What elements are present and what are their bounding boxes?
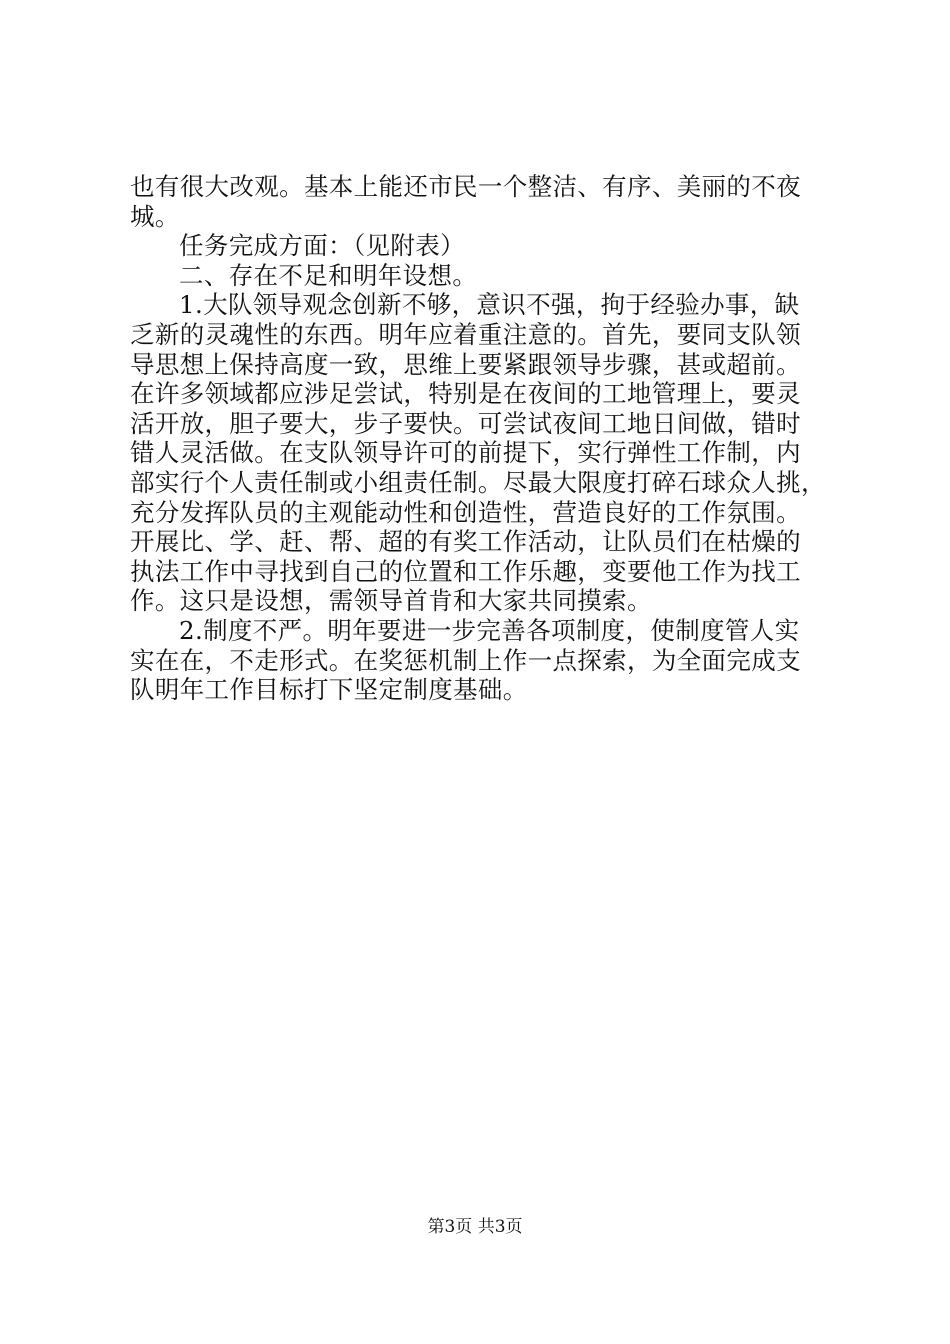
text-line: 导思想上保持高度一致，思维上要紧跟领导步骤，甚或超前。 <box>130 349 801 379</box>
text-line: 活开放，胆子要大，步子要快。可尝试夜间工地日间做，错时 <box>130 408 801 438</box>
text-line: 1.大队领导观念创新不够，意识不强，拘于经验办事，缺 <box>179 290 800 320</box>
text-line: 部实行个人责任制或小组责任制。尽最大限度打碎石球众人挑， <box>130 467 826 497</box>
text-line: 也有很大改观。基本上能还市民一个整洁、有序、美丽的不夜 <box>130 172 801 201</box>
document-body <box>130 172 830 705</box>
text-line: 任务完成方面：（见附表） <box>179 231 465 261</box>
section-heading: 二、存在不足和明年设想。 <box>179 260 478 290</box>
text-line: 在许多领域都应涉足尝试，特别是在夜间的工地管理上，要灵 <box>130 379 801 409</box>
text-line: 错人灵活做。在支队领导许可的前提下，实行弹性工作制，内 <box>130 438 801 468</box>
text-line: 作。这只是设想，需领导首肯和大家共同摸索。 <box>130 586 652 616</box>
text-line: 执法工作中寻找到自己的位置和工作乐趣，变要他工作为找工 <box>130 556 801 586</box>
text-line: 城。 <box>130 201 180 231</box>
text-line: 实在在，不走形式。在奖惩机制上作一点探索，为全面完成支 <box>130 645 801 675</box>
page-number: 第3页 共3页 <box>427 1217 523 1237</box>
text-line: 乏新的灵魂性的东西。明年应着重注意的。首先，要同支队领 <box>130 319 801 349</box>
text-line: 2.制度不严。明年要进一步完善各项制度，使制度管人实 <box>179 615 800 645</box>
text-line: 充分发挥队员的主观能动性和创造性，营造良好的工作氛围。 <box>130 497 801 527</box>
text-line: 开展比、学、赶、帮、超的有奖工作活动，让队员们在枯燥的 <box>130 527 801 557</box>
text-line: 队明年工作目标打下坚定制度基础。 <box>130 675 528 705</box>
